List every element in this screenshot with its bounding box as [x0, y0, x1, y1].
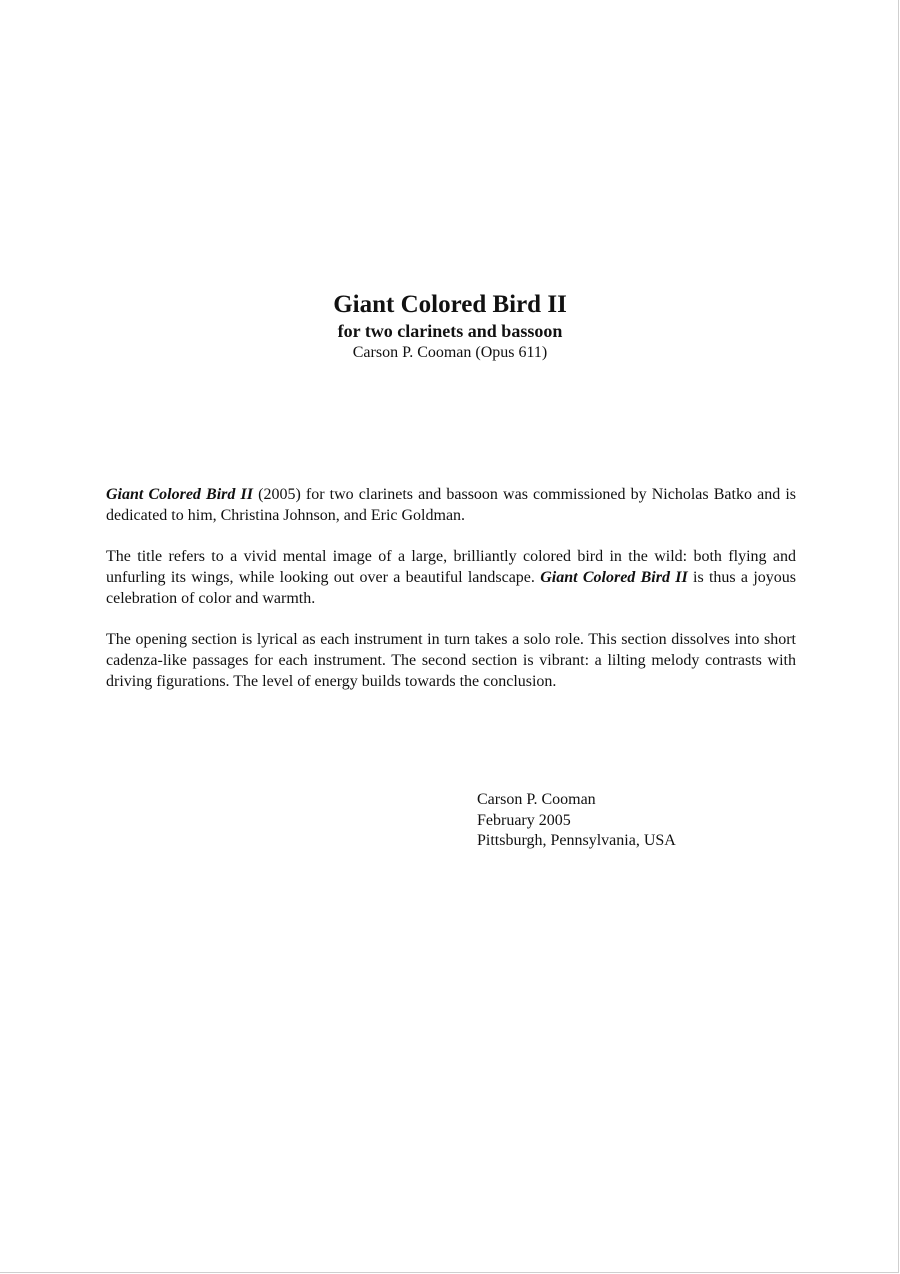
- program-notes: [106, 484, 796, 712]
- composer-line: Carson P. Cooman (Opus 611): [352, 344, 548, 361]
- notes-paragraph-2-text-before: The title refers to a vivid mental image of a large, brilliantly colored bird in the wild: both flying and unfurling its wings, while looking out over a beautiful landscape.: [106, 548, 796, 586]
- notes-paragraph-2-text-after: is thus a joyous celebration of color and warmth.: [106, 569, 797, 607]
- signature-name: Carson P. Cooman: [477, 791, 596, 808]
- work-title-italic: Giant Colored Bird II: [106, 486, 253, 503]
- page-title: Giant Colored Bird II: [333, 291, 567, 318]
- notes-paragraph-1-text: (2005) for two clarinets and bassoon was commissioned by Nicholas Batko and is dedicated to him, Christina Johnson, and Eric Goldman.: [106, 486, 796, 524]
- instrumentation-subtitle: for two clarinets and bassoon: [337, 321, 563, 341]
- signature-place: Pittsburgh, Pennsylvania, USA: [477, 832, 676, 849]
- notes-paragraph-1: [106, 484, 796, 526]
- signature-block: [477, 790, 676, 852]
- title-block: [0, 290, 900, 364]
- notes-paragraph-2: [106, 546, 796, 609]
- notes-paragraph-3: The opening section is lyrical as each instrument in turn takes a solo role. This section dissolves into short cadenza-like passages for each instrument. The second section is vibrant: a lilting melody contrasts with driving figurations. The level of energy builds towards the conclusion.: [106, 631, 796, 690]
- signature-date: February 2005: [477, 811, 571, 829]
- work-title-italic: Giant Colored Bird II: [540, 569, 688, 586]
